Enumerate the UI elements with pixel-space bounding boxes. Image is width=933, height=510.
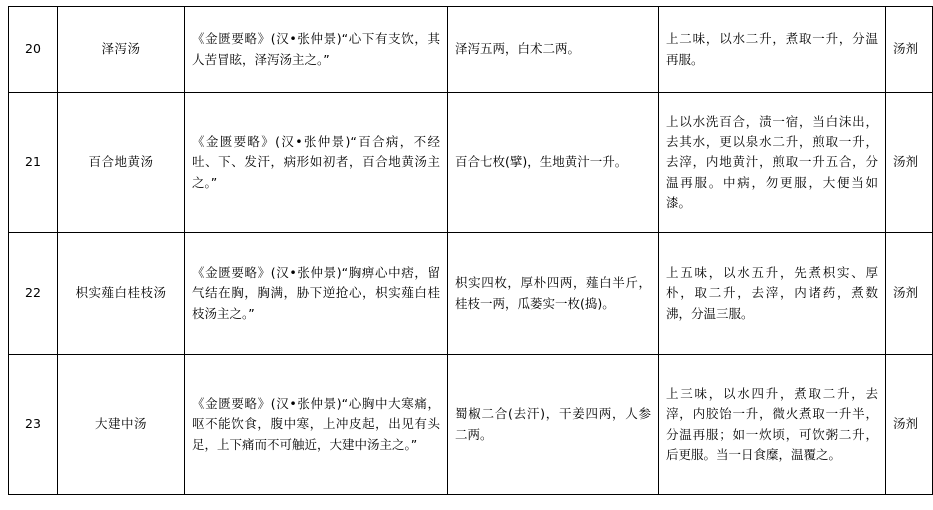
formula-method-cell: 上以水洗百合，渍一宿，当白沫出，去其水，更以泉水二升，煎取一升，去滓，内地黄汁，煎取一升五合，分温再服。中病，勿更服，大便当如漆。 (659, 93, 886, 233)
formula-method-cell: 上二味，以水二升，煮取一升，分温再服。 (659, 7, 886, 93)
row-number-cell: 20 (9, 7, 58, 93)
row-number-cell: 21 (9, 93, 58, 233)
formula-source-cell: 《金匮要略》(汉•张仲景)“胸痹心中痞，留气结在胸，胸满，胁下逆抢心，枳实薤白桂枝汤主之。” (185, 233, 448, 355)
formula-method-cell: 上三味，以水四升，煮取二升，去滓，内胶饴一升，微火煮取一升半，分温再服；如一炊顷，可饮粥二升，后更服。当一日食糜，温覆之。 (659, 355, 886, 495)
table-row (9, 93, 933, 233)
formula-name-cell: 大建中汤 (58, 355, 185, 495)
formula-name-cell: 枳实薤白桂枝汤 (58, 233, 185, 355)
formula-composition-cell: 蜀椒二合(去汗)，干姜四两，人参二两。 (448, 355, 659, 495)
row-number-cell: 22 (9, 233, 58, 355)
formula-type-cell: 汤剂 (886, 93, 933, 233)
formula-source-cell: 《金匮要略》(汉•张仲景)“心胸中大寒痛，呕不能饮食，腹中寒，上冲皮起，出见有头足，上下痛而不可触近，大建中汤主之。” (185, 355, 448, 495)
table-row (9, 233, 933, 355)
formula-source-cell: 《金匮要略》(汉•张仲景)“心下有支饮，其人苦冒眩，泽泻汤主之。” (185, 7, 448, 93)
formula-name-cell: 百合地黄汤 (58, 93, 185, 233)
table-body (9, 7, 933, 495)
formula-type-cell: 汤剂 (886, 233, 933, 355)
formula-type-cell: 汤剂 (886, 7, 933, 93)
formula-composition-cell: 枳实四枚，厚朴四两，薤白半斤，桂枝一两，瓜蒌实一枚(捣)。 (448, 233, 659, 355)
formula-table (8, 6, 933, 495)
formula-composition-cell: 泽泻五两，白术二两。 (448, 7, 659, 93)
formula-composition-cell: 百合七枚(擘)，生地黄汁一升。 (448, 93, 659, 233)
table-row (9, 355, 933, 495)
formula-name-cell: 泽泻汤 (58, 7, 185, 93)
formula-type-cell: 汤剂 (886, 355, 933, 495)
formula-method-cell: 上五味，以水五升，先煮枳实、厚朴，取二升，去滓，内诸药，煮数沸，分温三服。 (659, 233, 886, 355)
row-number-cell: 23 (9, 355, 58, 495)
formula-source-cell: 《金匮要略》(汉•张仲景)“百合病，不经吐、下、发汗，病形如初者，百合地黄汤主之。” (185, 93, 448, 233)
table-row (9, 7, 933, 93)
